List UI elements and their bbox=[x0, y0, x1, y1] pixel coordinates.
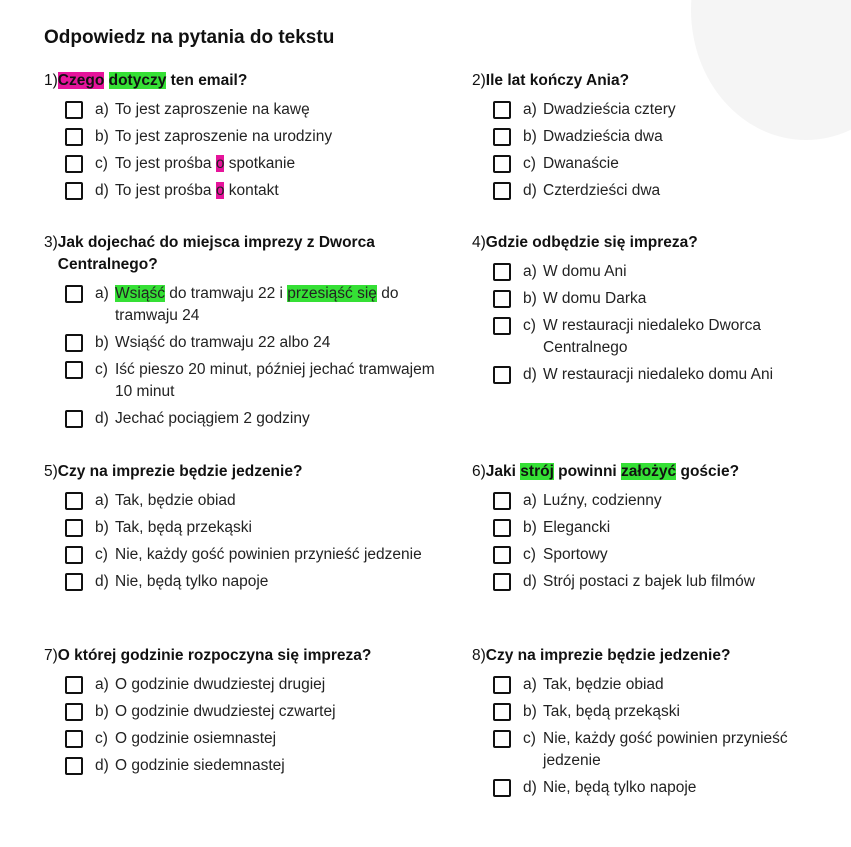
answer-letter: b) bbox=[95, 128, 109, 145]
answer-letter: a) bbox=[95, 101, 109, 118]
highlighted-text: o bbox=[215, 155, 225, 172]
text-segment: ten email? bbox=[166, 72, 248, 89]
answer-letter: a) bbox=[95, 492, 109, 509]
answer-option bbox=[65, 180, 434, 202]
answer-letter: d) bbox=[523, 779, 537, 796]
text-segment: W restauracji niedaleko domu Ani bbox=[543, 366, 774, 383]
answer-text bbox=[115, 359, 444, 403]
answer-letter: d) bbox=[95, 182, 109, 199]
answer-option bbox=[493, 728, 832, 772]
text-segment: Jechać pociągiem 2 godziny bbox=[115, 410, 310, 427]
question-3 bbox=[44, 232, 444, 435]
answer-checkbox[interactable] bbox=[493, 366, 511, 384]
answer-text bbox=[115, 674, 434, 696]
question-text bbox=[486, 70, 629, 92]
answer-text bbox=[543, 180, 832, 202]
text-segment: O której godzinie rozpoczyna się impreza? bbox=[57, 647, 372, 664]
text-segment: Ile lat kończy Ania? bbox=[485, 72, 630, 89]
answer-checkbox[interactable] bbox=[65, 410, 83, 428]
text-segment: Gdzie odbędzie się impreza? bbox=[485, 234, 698, 251]
answer-text bbox=[543, 126, 832, 148]
answer-letter: c) bbox=[95, 546, 108, 563]
answer-checkbox[interactable] bbox=[493, 546, 511, 564]
answer-letter: a) bbox=[523, 101, 537, 118]
answer-option bbox=[65, 126, 434, 148]
answer-option bbox=[65, 99, 434, 121]
text-segment: Strój postaci z bajek lub filmów bbox=[543, 573, 755, 590]
answer-text bbox=[543, 261, 832, 283]
answer-option bbox=[65, 701, 434, 723]
answer-option bbox=[493, 674, 832, 696]
answer-letter: c) bbox=[523, 317, 536, 334]
answer-letter: d) bbox=[95, 410, 109, 427]
text-segment: Czy na imprezie będzie jedzenie? bbox=[485, 647, 731, 664]
question-7 bbox=[44, 645, 434, 782]
answer-checkbox[interactable] bbox=[493, 492, 511, 510]
text-segment: Luźny, codzienny bbox=[543, 492, 662, 509]
question-number: 2) bbox=[472, 72, 486, 89]
answer-option bbox=[493, 126, 832, 148]
text-segment: Czterdzieści dwa bbox=[543, 182, 661, 199]
answer-letter: d) bbox=[523, 366, 537, 383]
question-4 bbox=[472, 232, 832, 391]
answer-letter: a) bbox=[523, 676, 537, 693]
page-title: Odpowiedz na pytania do tekstu bbox=[44, 27, 335, 48]
answer-option bbox=[65, 283, 444, 327]
answer-text bbox=[543, 517, 832, 539]
answer-option bbox=[65, 728, 434, 750]
answer-text bbox=[115, 755, 434, 777]
text-segment: Nie, będą tylko napoje bbox=[543, 779, 697, 796]
answer-checkbox[interactable] bbox=[65, 573, 83, 591]
answer-checkbox[interactable] bbox=[493, 519, 511, 537]
text-segment: spotkanie bbox=[224, 155, 296, 172]
text-segment: do tramwaju 22 i bbox=[164, 285, 288, 302]
answer-option bbox=[65, 359, 444, 403]
question-header bbox=[472, 645, 832, 667]
highlighted-text: założyć bbox=[621, 463, 677, 480]
answer-letter: b) bbox=[95, 519, 109, 536]
answer-letter: c) bbox=[523, 730, 536, 747]
answer-option bbox=[65, 153, 434, 175]
highlighted-text: przesiąść się bbox=[287, 285, 377, 302]
answer-letter: b) bbox=[523, 703, 537, 720]
answer-text bbox=[115, 544, 434, 566]
question-header bbox=[44, 232, 444, 276]
question-text bbox=[58, 645, 372, 667]
question-number: 3) bbox=[44, 234, 58, 251]
answer-checkbox[interactable] bbox=[65, 546, 83, 564]
answer-text bbox=[115, 332, 444, 354]
text-segment: To jest zaproszenie na kawę bbox=[115, 101, 310, 118]
answer-option bbox=[493, 153, 832, 175]
answer-option bbox=[65, 544, 434, 566]
answer-letter: d) bbox=[523, 182, 537, 199]
answer-checkbox[interactable] bbox=[65, 757, 83, 775]
question-text bbox=[58, 461, 303, 483]
text-segment: O godzinie dwudziestej drugiej bbox=[115, 676, 326, 693]
answer-checkbox[interactable] bbox=[65, 285, 83, 303]
answer-checkbox[interactable] bbox=[65, 519, 83, 537]
answer-letter: b) bbox=[95, 703, 109, 720]
text-segment: kontakt bbox=[224, 182, 279, 199]
answer-letter: a) bbox=[523, 263, 537, 280]
answer-text bbox=[543, 728, 832, 772]
answer-checkbox[interactable] bbox=[65, 101, 83, 119]
answer-option bbox=[493, 99, 832, 121]
answer-text bbox=[115, 126, 434, 148]
text-segment: Tak, będą przekąski bbox=[543, 703, 680, 720]
answer-option bbox=[493, 288, 832, 310]
text-segment: Nie, każdy gość powinien przynieść jedzenie bbox=[543, 730, 788, 769]
question-text bbox=[486, 461, 739, 483]
answer-text bbox=[543, 315, 832, 359]
answer-letter: c) bbox=[523, 155, 536, 172]
answer-text bbox=[543, 571, 832, 593]
answer-letter: a) bbox=[95, 676, 109, 693]
text-segment: Jak dojechać do miejsca imprezy z Dworca Centralnego? bbox=[57, 234, 375, 273]
answer-list bbox=[472, 674, 832, 799]
answer-list bbox=[44, 99, 434, 202]
answer-option bbox=[65, 332, 444, 354]
answer-checkbox[interactable] bbox=[65, 128, 83, 146]
answer-text bbox=[543, 674, 832, 696]
answer-text bbox=[543, 544, 832, 566]
answer-text bbox=[115, 283, 444, 327]
answer-checkbox[interactable] bbox=[65, 361, 83, 379]
answer-text bbox=[543, 153, 832, 175]
answer-checkbox[interactable] bbox=[65, 182, 83, 200]
answer-letter: b) bbox=[95, 334, 109, 351]
text-segment: O godzinie dwudziestej czwartej bbox=[115, 703, 336, 720]
text-segment: Dwadzieścia cztery bbox=[543, 101, 676, 118]
highlighted-text: strój bbox=[520, 463, 554, 480]
question-header bbox=[44, 461, 434, 483]
highlighted-text: Czego bbox=[57, 72, 105, 89]
question-number: 1) bbox=[44, 72, 58, 89]
question-text bbox=[486, 645, 731, 667]
answer-checkbox[interactable] bbox=[493, 730, 511, 748]
question-2 bbox=[472, 70, 832, 207]
answer-option bbox=[65, 755, 434, 777]
answer-checkbox[interactable] bbox=[493, 317, 511, 335]
answer-option bbox=[493, 315, 832, 359]
answer-letter: c) bbox=[95, 730, 108, 747]
answer-option bbox=[65, 571, 434, 593]
answer-text bbox=[543, 701, 832, 723]
answer-checkbox[interactable] bbox=[493, 101, 511, 119]
answer-text bbox=[543, 364, 832, 386]
answer-text bbox=[115, 701, 434, 723]
question-number: 8) bbox=[472, 647, 486, 664]
question-header bbox=[472, 70, 832, 92]
text-segment bbox=[104, 72, 108, 89]
answer-letter: d) bbox=[523, 573, 537, 590]
text-segment: Wsiąść do tramwaju 22 albo 24 bbox=[115, 334, 331, 351]
text-segment: O godzinie osiemnastej bbox=[115, 730, 277, 747]
answer-letter: b) bbox=[523, 519, 537, 536]
text-segment: Czy na imprezie będzie jedzenie? bbox=[57, 463, 303, 480]
answer-list bbox=[472, 99, 832, 202]
answer-text bbox=[115, 571, 434, 593]
question-6 bbox=[472, 461, 832, 598]
question-5 bbox=[44, 461, 434, 598]
answer-checkbox[interactable] bbox=[493, 155, 511, 173]
answer-text bbox=[115, 153, 434, 175]
text-segment: To jest prośba bbox=[115, 182, 216, 199]
question-text bbox=[58, 70, 248, 92]
answer-option bbox=[65, 490, 434, 512]
question-1 bbox=[44, 70, 434, 207]
question-header bbox=[472, 461, 832, 483]
question-text bbox=[58, 232, 444, 276]
answer-checkbox[interactable] bbox=[493, 263, 511, 281]
text-segment: Iść pieszo 20 minut, później jechać tramwajem 10 minut bbox=[115, 361, 435, 400]
answer-checkbox[interactable] bbox=[65, 676, 83, 694]
text-segment: W restauracji niedaleko Dworca Centralnego bbox=[543, 317, 761, 356]
answer-option bbox=[493, 364, 832, 386]
text-segment: Tak, będzie obiad bbox=[115, 492, 236, 509]
answer-option bbox=[493, 490, 832, 512]
text-segment: powinni bbox=[553, 463, 622, 480]
answer-option bbox=[65, 408, 444, 430]
highlighted-text: dotyczy bbox=[108, 72, 167, 89]
answer-text bbox=[115, 517, 434, 539]
answer-list bbox=[44, 674, 434, 777]
text-segment: O godzinie siedemnastej bbox=[115, 757, 285, 774]
answer-text bbox=[543, 99, 832, 121]
question-8 bbox=[472, 645, 832, 804]
answer-letter: b) bbox=[523, 128, 537, 145]
text-segment: Sportowy bbox=[543, 546, 608, 563]
answer-text bbox=[115, 99, 434, 121]
answer-text bbox=[115, 490, 434, 512]
answer-text bbox=[543, 288, 832, 310]
text-segment: Nie, będą tylko napoje bbox=[115, 573, 269, 590]
answer-option bbox=[493, 180, 832, 202]
answer-letter: b) bbox=[523, 290, 537, 307]
highlighted-text: Wsiąść bbox=[115, 285, 165, 302]
text-segment: W domu Ani bbox=[543, 263, 627, 280]
question-number: 5) bbox=[44, 463, 58, 480]
answer-letter: c) bbox=[523, 546, 536, 563]
question-number: 7) bbox=[44, 647, 58, 664]
question-number: 6) bbox=[472, 463, 486, 480]
answer-checkbox[interactable] bbox=[493, 779, 511, 797]
answer-letter: c) bbox=[95, 155, 108, 172]
answer-checkbox[interactable] bbox=[65, 334, 83, 352]
answer-checkbox[interactable] bbox=[493, 290, 511, 308]
text-segment: Jaki bbox=[485, 463, 521, 480]
text-segment: do tramwaju 24 bbox=[115, 285, 399, 324]
question-header bbox=[44, 645, 434, 667]
answer-text bbox=[115, 728, 434, 750]
answer-text bbox=[115, 408, 444, 430]
answer-letter: a) bbox=[523, 492, 537, 509]
answer-checkbox[interactable] bbox=[65, 155, 83, 173]
answer-text bbox=[543, 777, 832, 799]
answer-list bbox=[44, 283, 444, 430]
text-segment: Tak, będzie obiad bbox=[543, 676, 664, 693]
answer-checkbox[interactable] bbox=[65, 730, 83, 748]
answer-option bbox=[493, 544, 832, 566]
text-segment: To jest zaproszenie na urodziny bbox=[115, 128, 333, 145]
answer-list bbox=[472, 490, 832, 593]
highlighted-text: o bbox=[215, 182, 225, 199]
answer-checkbox[interactable] bbox=[493, 573, 511, 591]
answer-option bbox=[493, 517, 832, 539]
question-header bbox=[44, 70, 434, 92]
text-segment: Dwadzieścia dwa bbox=[543, 128, 663, 145]
answer-list bbox=[44, 490, 434, 593]
answer-text bbox=[115, 180, 434, 202]
answer-option bbox=[493, 261, 832, 283]
answer-checkbox[interactable] bbox=[65, 703, 83, 721]
text-segment: Nie, każdy gość powinien przynieść jedzenie bbox=[115, 546, 422, 563]
answer-checkbox[interactable] bbox=[493, 128, 511, 146]
answer-checkbox[interactable] bbox=[493, 703, 511, 721]
answer-option bbox=[493, 777, 832, 799]
text-segment: Tak, będą przekąski bbox=[115, 519, 252, 536]
answer-checkbox[interactable] bbox=[65, 492, 83, 510]
answer-option bbox=[65, 517, 434, 539]
text-segment: Elegancki bbox=[543, 519, 611, 536]
answer-option bbox=[65, 674, 434, 696]
answer-letter: d) bbox=[95, 757, 109, 774]
answer-option bbox=[493, 571, 832, 593]
answer-text bbox=[543, 490, 832, 512]
answer-letter: c) bbox=[95, 361, 108, 378]
text-segment: Dwanaście bbox=[543, 155, 619, 172]
answer-checkbox[interactable] bbox=[493, 676, 511, 694]
text-segment: goście? bbox=[676, 463, 740, 480]
answer-option bbox=[493, 701, 832, 723]
question-number: 4) bbox=[472, 234, 486, 251]
question-text bbox=[486, 232, 698, 254]
answer-checkbox[interactable] bbox=[493, 182, 511, 200]
text-segment: To jest prośba bbox=[115, 155, 216, 172]
answer-letter: d) bbox=[95, 573, 109, 590]
answer-letter: a) bbox=[95, 285, 109, 302]
question-header bbox=[472, 232, 832, 254]
answer-list bbox=[472, 261, 832, 386]
text-segment: W domu Darka bbox=[543, 290, 647, 307]
